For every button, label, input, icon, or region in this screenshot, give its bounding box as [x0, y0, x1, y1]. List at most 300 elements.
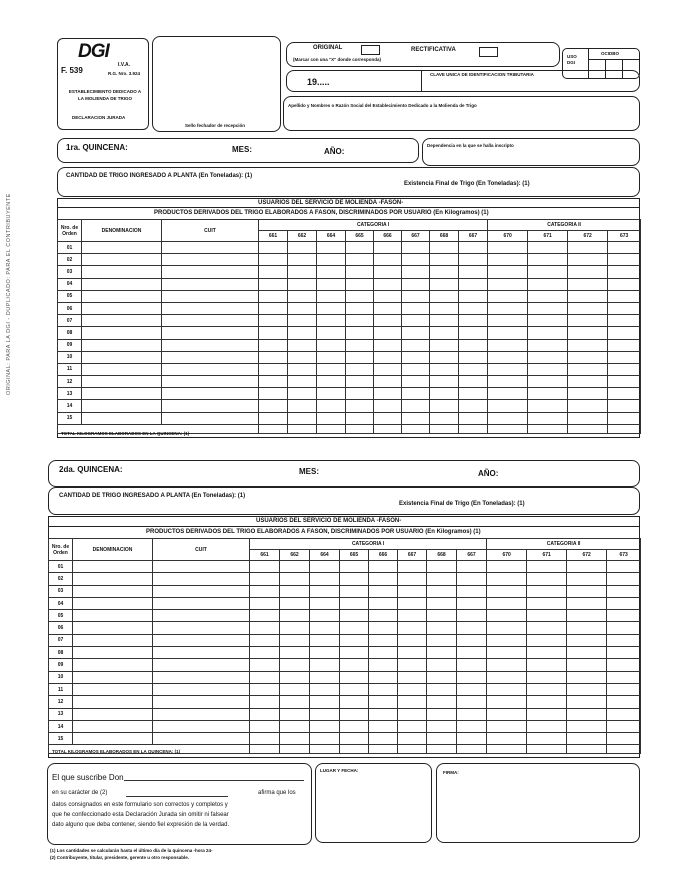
table-cell[interactable]: [527, 733, 567, 745]
table-cell[interactable]: [153, 561, 250, 573]
table-cell[interactable]: [310, 573, 340, 585]
table-cell[interactable]: [346, 266, 374, 278]
total-cell[interactable]: [402, 424, 430, 433]
table-cell[interactable]: [340, 585, 369, 597]
table-cell[interactable]: [153, 720, 250, 732]
total-cell[interactable]: [430, 424, 459, 433]
table-cell[interactable]: [153, 647, 250, 659]
table-cell[interactable]: [430, 327, 459, 339]
table-cell[interactable]: [317, 351, 346, 363]
table-cell[interactable]: [488, 388, 528, 400]
table-cell[interactable]: [402, 302, 430, 314]
table-cell[interactable]: [527, 647, 567, 659]
table-cell[interactable]: [346, 339, 374, 351]
table-cell[interactable]: [73, 720, 153, 732]
table-cell[interactable]: [427, 671, 457, 683]
table-cell[interactable]: [402, 327, 430, 339]
table-cell[interactable]: [607, 610, 641, 622]
table-cell[interactable]: [82, 315, 162, 327]
table-cell[interactable]: [527, 708, 567, 720]
table-cell[interactable]: [346, 327, 374, 339]
table-cell[interactable]: [250, 733, 280, 745]
table-cell[interactable]: [288, 388, 317, 400]
table-cell[interactable]: [82, 400, 162, 412]
table-cell[interactable]: [527, 720, 567, 732]
table-cell[interactable]: [427, 597, 457, 609]
table-cell[interactable]: [280, 622, 310, 634]
table-cell[interactable]: [488, 290, 528, 302]
table-cell[interactable]: [73, 610, 153, 622]
total-cell[interactable]: [527, 745, 567, 754]
table-cell[interactable]: [73, 597, 153, 609]
table-cell[interactable]: [398, 634, 427, 646]
table-cell[interactable]: [528, 388, 568, 400]
table-cell[interactable]: [346, 400, 374, 412]
table-cell[interactable]: [608, 315, 641, 327]
table-cell[interactable]: [487, 671, 527, 683]
table-cell[interactable]: [427, 573, 457, 585]
total-cell[interactable]: [369, 745, 398, 754]
table-cell[interactable]: [162, 412, 259, 424]
table-cell[interactable]: [82, 327, 162, 339]
table-cell[interactable]: [608, 363, 641, 375]
total-cell[interactable]: [607, 745, 641, 754]
table-cell[interactable]: [487, 634, 527, 646]
table-cell[interactable]: [259, 339, 288, 351]
table-cell[interactable]: [427, 708, 457, 720]
table-cell[interactable]: [527, 561, 567, 573]
table-cell[interactable]: [528, 351, 568, 363]
name-box[interactable]: [283, 96, 640, 131]
table-cell[interactable]: [250, 561, 280, 573]
table-cell[interactable]: [608, 302, 641, 314]
table-cell[interactable]: [567, 610, 607, 622]
table-cell[interactable]: [259, 242, 288, 254]
table-cell[interactable]: [369, 561, 398, 573]
year-field[interactable]: 19.....: [307, 77, 330, 87]
table-cell[interactable]: [317, 254, 346, 266]
table-cell[interactable]: [488, 412, 528, 424]
table-cell[interactable]: [487, 585, 527, 597]
table-cell[interactable]: [250, 720, 280, 732]
table-cell[interactable]: [398, 696, 427, 708]
table-cell[interactable]: [369, 647, 398, 659]
table-cell[interactable]: [346, 278, 374, 290]
table-cell[interactable]: [430, 412, 459, 424]
table-cell[interactable]: [317, 278, 346, 290]
table-cell[interactable]: [374, 412, 402, 424]
table-cell[interactable]: [340, 610, 369, 622]
table-cell[interactable]: [430, 254, 459, 266]
table-cell[interactable]: [162, 339, 259, 351]
table-cell[interactable]: [427, 634, 457, 646]
table-cell[interactable]: [398, 671, 427, 683]
table-cell[interactable]: [288, 351, 317, 363]
table-cell[interactable]: [427, 561, 457, 573]
table-cell[interactable]: [288, 376, 317, 388]
table-cell[interactable]: [568, 278, 608, 290]
table-cell[interactable]: [427, 647, 457, 659]
table-cell[interactable]: [457, 683, 487, 695]
table-cell[interactable]: [369, 671, 398, 683]
table-cell[interactable]: [153, 708, 250, 720]
table-cell[interactable]: [488, 242, 528, 254]
table-cell[interactable]: [607, 720, 641, 732]
table-cell[interactable]: [369, 622, 398, 634]
s1-cantidad-box[interactable]: [57, 167, 640, 197]
table-cell[interactable]: [259, 302, 288, 314]
table-cell[interactable]: [369, 585, 398, 597]
table-cell[interactable]: [459, 400, 488, 412]
table-cell[interactable]: [528, 254, 568, 266]
table-cell[interactable]: [82, 376, 162, 388]
table-cell[interactable]: [488, 315, 528, 327]
total-cell[interactable]: [398, 745, 427, 754]
table-cell[interactable]: [430, 302, 459, 314]
table-cell[interactable]: [162, 376, 259, 388]
table-cell[interactable]: [402, 388, 430, 400]
table-cell[interactable]: [457, 610, 487, 622]
table-cell[interactable]: [162, 302, 259, 314]
total-cell[interactable]: [374, 424, 402, 433]
table-cell[interactable]: [527, 659, 567, 671]
table-cell[interactable]: [459, 388, 488, 400]
table-cell[interactable]: [459, 290, 488, 302]
table-cell[interactable]: [280, 733, 310, 745]
table-cell[interactable]: [459, 315, 488, 327]
table-cell[interactable]: [82, 254, 162, 266]
table-cell[interactable]: [317, 290, 346, 302]
table-cell[interactable]: [402, 339, 430, 351]
original-checkbox[interactable]: [361, 45, 380, 55]
table-cell[interactable]: [567, 733, 607, 745]
table-cell[interactable]: [259, 266, 288, 278]
table-cell[interactable]: [317, 376, 346, 388]
table-cell[interactable]: [346, 290, 374, 302]
table-cell[interactable]: [608, 400, 641, 412]
table-cell[interactable]: [310, 561, 340, 573]
total-cell[interactable]: [567, 745, 607, 754]
table-cell[interactable]: [487, 622, 527, 634]
table-cell[interactable]: [340, 720, 369, 732]
table-cell[interactable]: [162, 242, 259, 254]
table-cell[interactable]: [607, 573, 641, 585]
table-cell[interactable]: [82, 302, 162, 314]
table-cell[interactable]: [82, 388, 162, 400]
table-cell[interactable]: [73, 585, 153, 597]
table-cell[interactable]: [310, 696, 340, 708]
table-cell[interactable]: [457, 634, 487, 646]
table-cell[interactable]: [459, 339, 488, 351]
table-cell[interactable]: [317, 302, 346, 314]
table-cell[interactable]: [162, 278, 259, 290]
table-cell[interactable]: [73, 671, 153, 683]
suscribe-line[interactable]: [124, 780, 304, 781]
total-cell[interactable]: [340, 745, 369, 754]
table-cell[interactable]: [259, 290, 288, 302]
table-cell[interactable]: [310, 708, 340, 720]
table-cell[interactable]: [346, 254, 374, 266]
table-cell[interactable]: [607, 671, 641, 683]
table-cell[interactable]: [340, 733, 369, 745]
table-cell[interactable]: [374, 254, 402, 266]
table-cell[interactable]: [427, 696, 457, 708]
table-cell[interactable]: [487, 683, 527, 695]
table-cell[interactable]: [374, 351, 402, 363]
total-cell[interactable]: [459, 424, 488, 433]
table-cell[interactable]: [82, 242, 162, 254]
table-cell[interactable]: [459, 351, 488, 363]
table-cell[interactable]: [317, 242, 346, 254]
total-cell[interactable]: [310, 745, 340, 754]
table-cell[interactable]: [567, 622, 607, 634]
table-cell[interactable]: [568, 315, 608, 327]
table-cell[interactable]: [317, 315, 346, 327]
table-cell[interactable]: [608, 242, 641, 254]
table-cell[interactable]: [153, 597, 250, 609]
table-cell[interactable]: [259, 327, 288, 339]
table-cell[interactable]: [369, 573, 398, 585]
total-cell[interactable]: [528, 424, 568, 433]
table-cell[interactable]: [153, 622, 250, 634]
table-cell[interactable]: [82, 266, 162, 278]
table-cell[interactable]: [280, 696, 310, 708]
table-cell[interactable]: [398, 610, 427, 622]
table-cell[interactable]: [459, 254, 488, 266]
table-cell[interactable]: [369, 683, 398, 695]
s2-cantidad-box[interactable]: [48, 487, 640, 515]
s1-period-box[interactable]: [57, 138, 419, 163]
table-cell[interactable]: [427, 683, 457, 695]
table-cell[interactable]: [567, 708, 607, 720]
table-cell[interactable]: [310, 597, 340, 609]
table-cell[interactable]: [430, 388, 459, 400]
table-cell[interactable]: [488, 363, 528, 375]
table-cell[interactable]: [568, 339, 608, 351]
table-cell[interactable]: [488, 278, 528, 290]
table-cell[interactable]: [280, 671, 310, 683]
table-cell[interactable]: [288, 302, 317, 314]
table-cell[interactable]: [317, 266, 346, 278]
table-cell[interactable]: [607, 585, 641, 597]
table-cell[interactable]: [73, 647, 153, 659]
table-cell[interactable]: [427, 720, 457, 732]
table-cell[interactable]: [250, 597, 280, 609]
table-cell[interactable]: [259, 315, 288, 327]
table-cell[interactable]: [607, 561, 641, 573]
table-cell[interactable]: [487, 573, 527, 585]
table-cell[interactable]: [398, 622, 427, 634]
table-cell[interactable]: [488, 302, 528, 314]
table-cell[interactable]: [568, 400, 608, 412]
table-cell[interactable]: [369, 708, 398, 720]
table-cell[interactable]: [567, 720, 607, 732]
table-cell[interactable]: [608, 339, 641, 351]
table-cell[interactable]: [528, 327, 568, 339]
lugar-fecha-box[interactable]: [315, 763, 432, 843]
table-cell[interactable]: [153, 683, 250, 695]
table-cell[interactable]: [288, 266, 317, 278]
table-cell[interactable]: [162, 327, 259, 339]
table-cell[interactable]: [568, 412, 608, 424]
table-cell[interactable]: [427, 733, 457, 745]
table-cell[interactable]: [487, 597, 527, 609]
table-cell[interactable]: [567, 696, 607, 708]
table-cell[interactable]: [310, 647, 340, 659]
table-cell[interactable]: [288, 339, 317, 351]
table-cell[interactable]: [430, 400, 459, 412]
table-cell[interactable]: [528, 315, 568, 327]
table-cell[interactable]: [459, 363, 488, 375]
table-cell[interactable]: [340, 622, 369, 634]
table-cell[interactable]: [607, 622, 641, 634]
table-cell[interactable]: [346, 388, 374, 400]
table-cell[interactable]: [528, 339, 568, 351]
table-cell[interactable]: [346, 302, 374, 314]
table-cell[interactable]: [528, 376, 568, 388]
table-cell[interactable]: [402, 412, 430, 424]
table-cell[interactable]: [430, 290, 459, 302]
table-cell[interactable]: [527, 671, 567, 683]
table-cell[interactable]: [374, 290, 402, 302]
table-cell[interactable]: [259, 363, 288, 375]
table-cell[interactable]: [528, 412, 568, 424]
table-cell[interactable]: [153, 733, 250, 745]
table-cell[interactable]: [250, 634, 280, 646]
table-cell[interactable]: [457, 585, 487, 597]
table-cell[interactable]: [528, 290, 568, 302]
table-cell[interactable]: [280, 720, 310, 732]
table-cell[interactable]: [427, 610, 457, 622]
table-cell[interactable]: [310, 622, 340, 634]
table-cell[interactable]: [398, 585, 427, 597]
table-cell[interactable]: [457, 733, 487, 745]
table-cell[interactable]: [162, 400, 259, 412]
table-cell[interactable]: [528, 278, 568, 290]
table-cell[interactable]: [427, 585, 457, 597]
table-cell[interactable]: [567, 573, 607, 585]
table-cell[interactable]: [568, 254, 608, 266]
table-cell[interactable]: [528, 400, 568, 412]
table-cell[interactable]: [317, 400, 346, 412]
table-cell[interactable]: [608, 254, 641, 266]
table-cell[interactable]: [310, 610, 340, 622]
table-cell[interactable]: [280, 585, 310, 597]
table-cell[interactable]: [310, 733, 340, 745]
table-cell[interactable]: [568, 302, 608, 314]
table-cell[interactable]: [568, 266, 608, 278]
table-cell[interactable]: [346, 315, 374, 327]
table-cell[interactable]: [346, 376, 374, 388]
table-cell[interactable]: [346, 412, 374, 424]
table-cell[interactable]: [374, 339, 402, 351]
table-cell[interactable]: [459, 278, 488, 290]
table-cell[interactable]: [430, 315, 459, 327]
table-cell[interactable]: [457, 708, 487, 720]
table-cell[interactable]: [73, 733, 153, 745]
table-cell[interactable]: [487, 720, 527, 732]
table-cell[interactable]: [340, 634, 369, 646]
table-cell[interactable]: [430, 363, 459, 375]
table-cell[interactable]: [457, 696, 487, 708]
table-cell[interactable]: [280, 634, 310, 646]
table-cell[interactable]: [567, 585, 607, 597]
table-cell[interactable]: [288, 363, 317, 375]
table-cell[interactable]: [374, 388, 402, 400]
table-cell[interactable]: [459, 412, 488, 424]
table-cell[interactable]: [153, 696, 250, 708]
total-cell[interactable]: [608, 424, 641, 433]
table-cell[interactable]: [340, 671, 369, 683]
table-cell[interactable]: [153, 573, 250, 585]
table-cell[interactable]: [398, 561, 427, 573]
table-cell[interactable]: [340, 659, 369, 671]
table-cell[interactable]: [374, 315, 402, 327]
table-cell[interactable]: [340, 708, 369, 720]
table-cell[interactable]: [162, 388, 259, 400]
firma-box[interactable]: [436, 763, 640, 843]
table-cell[interactable]: [288, 290, 317, 302]
table-cell[interactable]: [457, 597, 487, 609]
table-cell[interactable]: [487, 696, 527, 708]
table-cell[interactable]: [457, 561, 487, 573]
table-cell[interactable]: [369, 720, 398, 732]
table-cell[interactable]: [369, 733, 398, 745]
table-cell[interactable]: [250, 671, 280, 683]
s1-dependencia-box[interactable]: [422, 138, 640, 166]
total-cell[interactable]: [280, 745, 310, 754]
table-cell[interactable]: [607, 708, 641, 720]
table-cell[interactable]: [568, 376, 608, 388]
table-cell[interactable]: [259, 376, 288, 388]
total-cell[interactable]: [568, 424, 608, 433]
table-cell[interactable]: [488, 254, 528, 266]
table-cell[interactable]: [402, 278, 430, 290]
table-cell[interactable]: [527, 610, 567, 622]
table-cell[interactable]: [430, 278, 459, 290]
table-cell[interactable]: [607, 733, 641, 745]
table-cell[interactable]: [288, 400, 317, 412]
table-cell[interactable]: [457, 659, 487, 671]
table-cell[interactable]: [153, 634, 250, 646]
table-cell[interactable]: [568, 242, 608, 254]
table-cell[interactable]: [607, 597, 641, 609]
table-cell[interactable]: [527, 634, 567, 646]
table-cell[interactable]: [369, 610, 398, 622]
table-cell[interactable]: [73, 634, 153, 646]
table-cell[interactable]: [527, 622, 567, 634]
table-cell[interactable]: [607, 634, 641, 646]
total-cell[interactable]: [427, 745, 457, 754]
table-cell[interactable]: [430, 266, 459, 278]
total-cell[interactable]: [250, 745, 280, 754]
table-cell[interactable]: [250, 683, 280, 695]
total-cell[interactable]: [288, 424, 317, 433]
table-cell[interactable]: [250, 659, 280, 671]
table-cell[interactable]: [567, 659, 607, 671]
table-cell[interactable]: [528, 363, 568, 375]
table-cell[interactable]: [527, 696, 567, 708]
table-cell[interactable]: [310, 634, 340, 646]
table-cell[interactable]: [608, 327, 641, 339]
table-cell[interactable]: [317, 388, 346, 400]
total-cell[interactable]: [487, 745, 527, 754]
table-cell[interactable]: [73, 708, 153, 720]
table-cell[interactable]: [487, 733, 527, 745]
table-cell[interactable]: [607, 683, 641, 695]
table-cell[interactable]: [259, 388, 288, 400]
table-cell[interactable]: [310, 720, 340, 732]
